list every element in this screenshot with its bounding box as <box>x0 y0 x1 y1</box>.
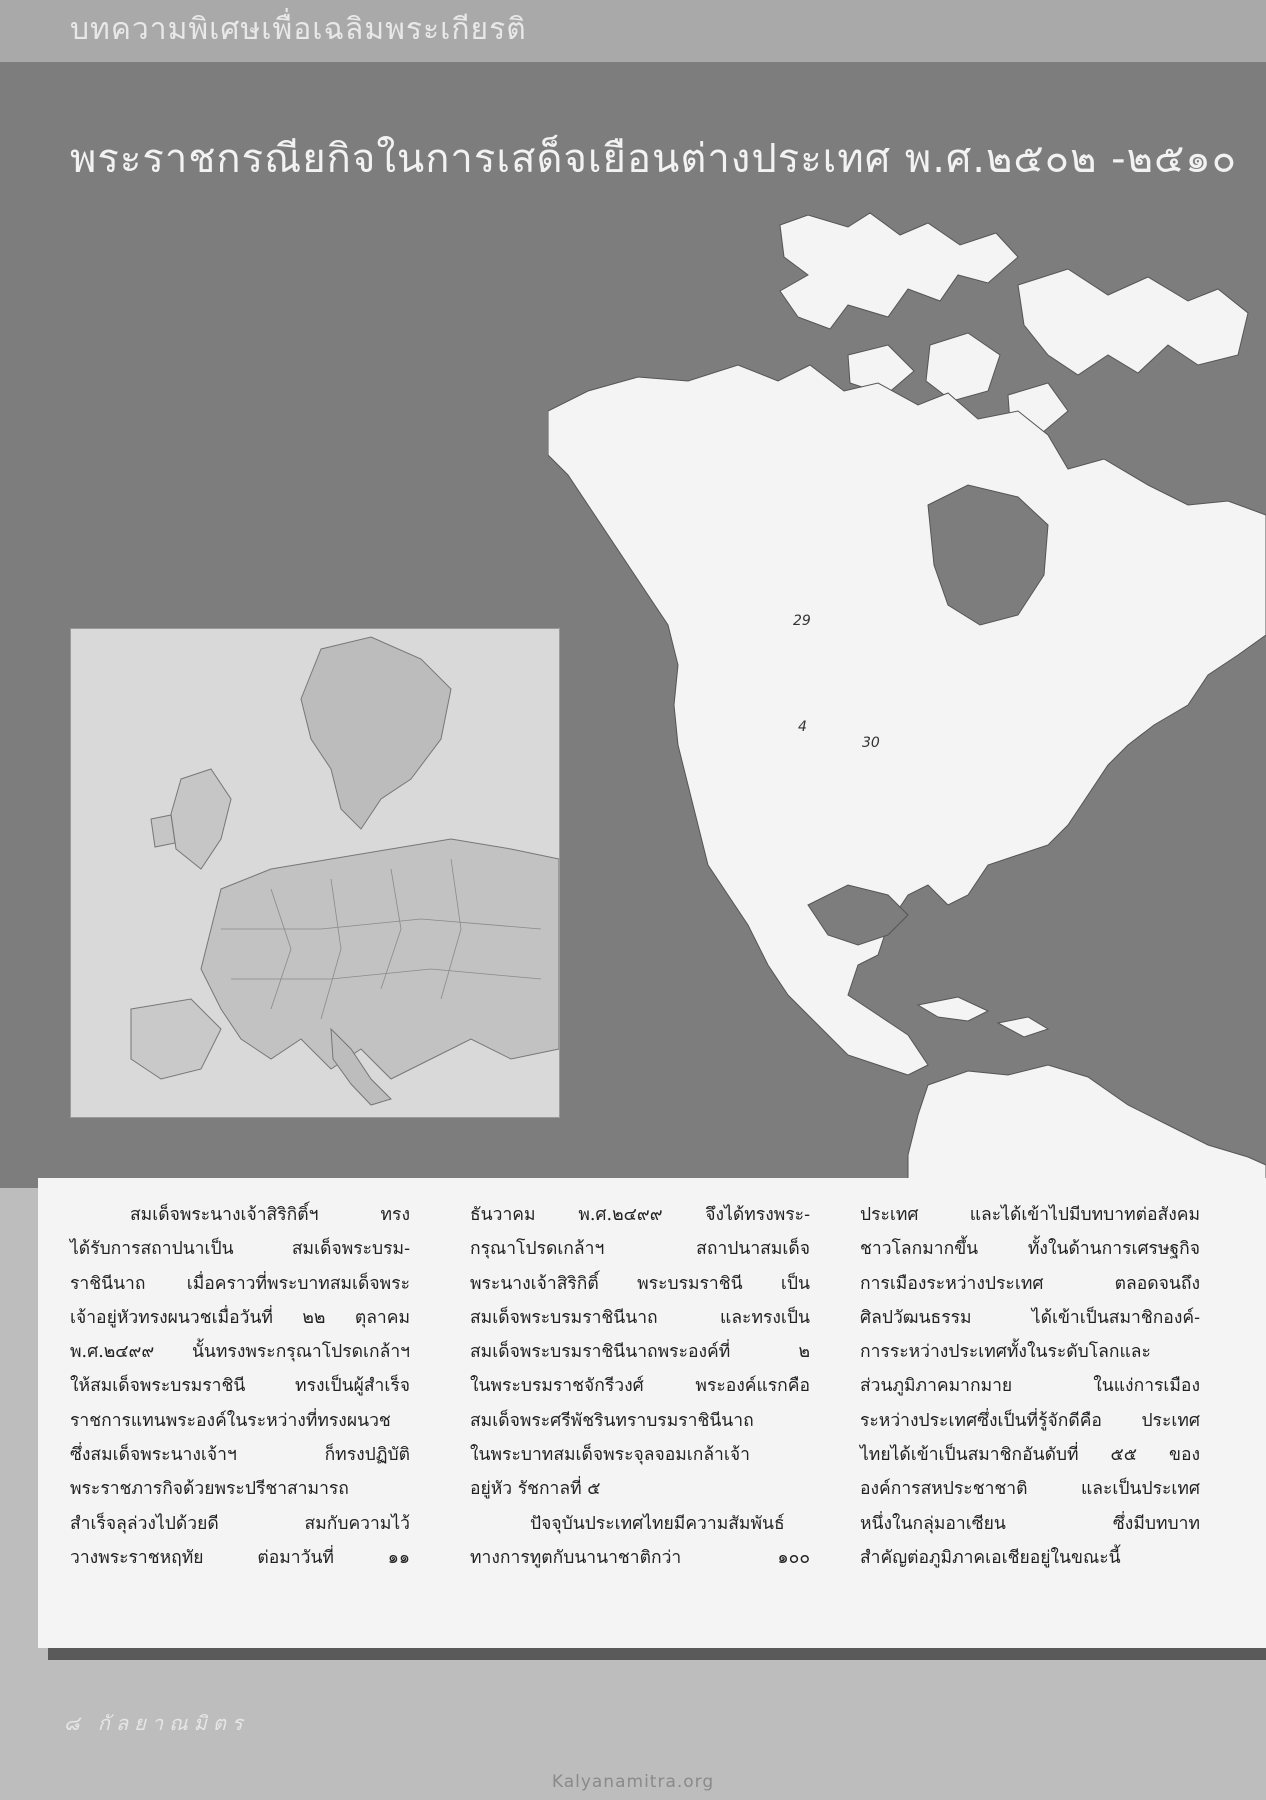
north-america <box>548 365 1266 1075</box>
article-column-1 <box>70 1198 410 1575</box>
text-line: กรุณาโปรดเกล้าฯ สถาปนาสมเด็จ <box>470 1239 810 1260</box>
text-line: ซึ่งสมเด็จพระนางเจ้าฯ ก็ทรงปฏิบัติ <box>70 1445 410 1466</box>
south-america <box>908 1065 1266 1188</box>
text-line: ชาวโลกมากขึ้น ทั้งในด้านการเศรษฐกิจ <box>860 1239 1200 1260</box>
text-line: สมเด็จพระบรมราชินีนาถพระองค์ที่ ๒ <box>470 1342 810 1363</box>
text-line: การระหว่างประเทศทั้งในระดับโลกและ <box>860 1342 1151 1363</box>
text-line: ได้รับการสถาปนาเป็น สมเด็จพระบรม- <box>70 1239 410 1260</box>
text-line: สำคัญต่อภูมิภาคเอเชียอยู่ในขณะนี้ <box>860 1547 1121 1568</box>
text-line: ให้สมเด็จพระบรมราชินี ทรงเป็นผู้สำเร็จ <box>70 1376 410 1397</box>
text-line: ราชินีนาถ เมื่อคราวที่พระบาทสมเด็จพระ <box>70 1273 410 1294</box>
map-label-29: 29 <box>793 613 811 629</box>
text-line: พระราชภารกิจด้วยพระปรีชาสามารถ <box>70 1479 349 1500</box>
caribbean-islands <box>918 997 1048 1037</box>
europe-map <box>70 628 560 1118</box>
section-strip <box>0 0 1266 62</box>
section-kicker: บทความพิเศษเพื่อเฉลิมพระเกียรติ <box>70 12 527 47</box>
text-line: ศิลปวัฒนธรรม ได้เข้าเป็นสมาชิกองค์- <box>860 1307 1200 1328</box>
text-line: ไทยได้เข้าเป็นสมาชิกอันดับที่ ๕๕ ของ <box>860 1445 1200 1466</box>
map-label-4: 4 <box>798 719 807 735</box>
text-line: พระนางเจ้าสิริกิติ์ พระบรมราชินี เป็น <box>470 1273 810 1294</box>
text-line: พ.ศ.๒๔๙๙ นั้นทรงพระกรุณาโปรดเกล้าฯ <box>70 1342 410 1363</box>
text-line: ระหว่างประเทศซึ่งเป็นที่รู้จักดีคือ ประเทศ <box>860 1410 1200 1431</box>
article-column-3 <box>860 1198 1200 1575</box>
page-number-footer: ๘ กัลยาณมิตร <box>64 1711 249 1735</box>
americas-map <box>548 205 1266 1188</box>
text-line: สมเด็จพระบรมราชินีนาถ และทรงเป็น <box>470 1307 810 1328</box>
text-box-shadow <box>48 1648 1266 1660</box>
article-title: พระราชกรณียกิจในการเสด็จเยือนต่างประเทศ พ.ศ.๒๕๐๒ -๒๕๑๐ <box>70 136 1238 182</box>
text-line: ในพระบรมราชจักรีวงศ์ พระองค์แรกคือ <box>470 1376 810 1397</box>
text-line: ประเทศ และได้เข้าไปมีบทบาทต่อสังคม <box>860 1205 1200 1225</box>
text-line: ทางการทูตกับนานาชาติกว่า ๑๐๐ <box>470 1547 810 1568</box>
text-line: วางพระราชหฤทัย ต่อมาวันที่ ๑๑ <box>70 1547 410 1568</box>
text-line: สำเร็จลุล่วงไปด้วยดี สมกับความไว้ <box>70 1513 410 1534</box>
site-watermark: Kalyanamitra.org <box>551 1772 715 1792</box>
article-column-2 <box>470 1198 810 1575</box>
text-line: ส่วนภูมิภาคมากมาย ในแง่การเมือง <box>860 1376 1200 1397</box>
text-line: หนึ่งในกลุ่มอาเซียน ซึ่งมีบทบาท <box>860 1513 1200 1534</box>
text-line: การเมืองระหว่างประเทศ ตลอดจนถึง <box>860 1273 1200 1294</box>
continental-europe <box>201 839 559 1079</box>
map-label-30: 30 <box>862 735 880 751</box>
text-line: สมเด็จพระศรีพัชรินทราบรมราชินีนาถ <box>470 1410 754 1431</box>
text-line: ราชการแทนพระองค์ในระหว่างที่ทรงผนวช <box>70 1410 391 1431</box>
text-line: สมเด็จพระนางเจ้าสิริกิติ์ฯ ทรง <box>130 1205 410 1225</box>
text-line: เจ้าอยู่หัวทรงผนวชเมื่อวันที่ ๒๒ ตุลาคม <box>70 1307 410 1328</box>
text-line: ในพระบาทสมเด็จพระจุลจอมเกล้าเจ้า <box>470 1445 750 1466</box>
text-line: ธันวาคม พ.ศ.๒๔๙๙ จึงได้ทรงพระ- <box>470 1205 810 1225</box>
text-line: ปัจจุบันประเทศไทยมีความสัมพันธ์ <box>530 1513 785 1534</box>
text-line: องค์การสหประชาชาติ และเป็นประเทศ <box>860 1479 1200 1500</box>
text-line: อยู่หัว รัชกาลที่ ๕ <box>470 1479 601 1500</box>
